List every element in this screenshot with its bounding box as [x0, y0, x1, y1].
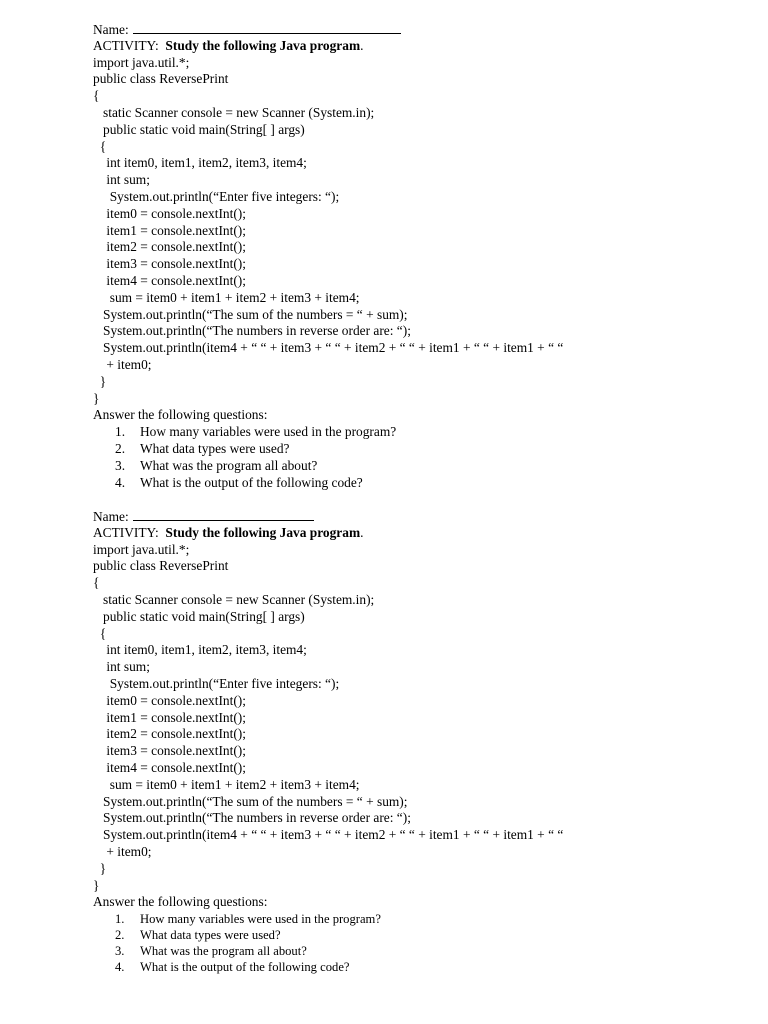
code-line: System.out.println(item4 + “ “ + item3 + “ “ + item2 + “ “ + item1 + “ “ + item1 + “ “	[93, 827, 564, 843]
name-row	[93, 508, 693, 525]
activity-title: Study the following Java program	[165, 524, 361, 540]
activity-section-1	[93, 21, 693, 491]
question-text: What was the program all about?	[140, 944, 307, 959]
name-label: Name:	[93, 509, 129, 524]
activity-label: ACTIVITY:	[93, 524, 159, 540]
activity-period: .	[360, 37, 364, 53]
code-line: System.out.println(“The numbers in reverse order are: “);	[93, 323, 411, 339]
question-number: 3.	[115, 944, 125, 959]
code-line: public class ReversePrint	[93, 71, 229, 87]
code-line: }	[93, 860, 107, 876]
question-item	[93, 943, 693, 959]
code-line: System.out.println(item4 + “ “ + item3 + “ “ + item2 + “ “ + item1 + “ “ + item1 + “ “	[93, 340, 564, 356]
question-text: How many variables were used in the program?	[140, 424, 397, 440]
code-line: item0 = console.nextInt();	[93, 205, 246, 221]
question-number: 1.	[115, 424, 126, 440]
question-item	[93, 424, 693, 441]
code-line: public class ReversePrint	[93, 558, 229, 574]
code-line: item2 = console.nextInt();	[93, 239, 246, 255]
code-line: item3 = console.nextInt();	[93, 256, 246, 272]
code-line: {	[93, 88, 100, 104]
code-line: import java.util.*;	[93, 541, 190, 557]
question-text: What is the output of the following code?	[140, 960, 350, 975]
code-line: System.out.println(“The sum of the numbers = “ + sum);	[93, 306, 408, 322]
question-number: 3.	[115, 457, 126, 473]
code-line: public static void main(String[ ] args)	[93, 121, 305, 137]
code-line: System.out.println(“The numbers in reverse order are: “);	[93, 810, 411, 826]
code-line: item3 = console.nextInt();	[93, 743, 246, 759]
question-item	[93, 927, 693, 943]
question-item	[93, 441, 693, 458]
code-line: public static void main(String[ ] args)	[93, 608, 305, 624]
code-line: item0 = console.nextInt();	[93, 692, 246, 708]
question-list	[93, 424, 693, 491]
question-item	[93, 458, 693, 475]
question-number: 4.	[115, 960, 125, 975]
question-number: 4.	[115, 474, 126, 490]
code-line: int sum;	[93, 659, 150, 675]
code-line: System.out.println(“Enter five integers: “);	[93, 675, 340, 691]
answer-heading: Answer the following questions:	[93, 894, 268, 910]
question-number: 2.	[115, 440, 126, 456]
question-text: What data types were used?	[140, 928, 281, 943]
activity-label: ACTIVITY:	[93, 37, 159, 53]
code-line: int item0, item1, item2, item3, item4;	[93, 642, 307, 658]
code-line: {	[93, 625, 107, 641]
question-number: 1.	[115, 912, 125, 927]
activity-row	[93, 525, 693, 542]
code-line: import java.util.*;	[93, 54, 190, 70]
code-line: {	[93, 138, 107, 154]
answer-heading: Answer the following questions:	[93, 407, 268, 423]
question-text: What is the output of the following code?	[140, 474, 363, 490]
activity-row	[93, 38, 693, 55]
question-list	[93, 911, 693, 975]
code-block	[93, 542, 693, 895]
code-line: + item0;	[93, 843, 152, 859]
question-text: What was the program all about?	[140, 457, 318, 473]
code-line: item1 = console.nextInt();	[93, 222, 246, 238]
question-text: What data types were used?	[140, 440, 290, 456]
name-row	[93, 21, 693, 38]
activity-section-2	[93, 508, 693, 975]
code-line: static Scanner console = new Scanner (System.in);	[93, 591, 375, 607]
question-item	[93, 475, 693, 492]
name-blank-line	[133, 508, 314, 521]
activity-title: Study the following Java program	[165, 37, 361, 53]
question-text: How many variables were used in the program?	[140, 912, 381, 927]
code-line: System.out.println(“The sum of the numbers = “ + sum);	[93, 793, 408, 809]
code-line: item4 = console.nextInt();	[93, 272, 246, 288]
code-line: sum = item0 + item1 + item2 + item3 + item4;	[93, 776, 360, 792]
code-line: item1 = console.nextInt();	[93, 709, 246, 725]
code-line: }	[93, 390, 100, 406]
code-line: item2 = console.nextInt();	[93, 726, 246, 742]
code-line: }	[93, 877, 100, 893]
name-blank-line	[133, 21, 401, 34]
code-line: System.out.println(“Enter five integers: “);	[93, 188, 340, 204]
question-number: 2.	[115, 928, 125, 943]
code-line: sum = item0 + item1 + item2 + item3 + item4;	[93, 289, 360, 305]
code-block	[93, 55, 693, 408]
code-line: }	[93, 373, 107, 389]
code-line: static Scanner console = new Scanner (System.in);	[93, 104, 375, 120]
code-line: int sum;	[93, 172, 150, 188]
question-item	[93, 959, 693, 975]
name-label: Name:	[93, 22, 129, 37]
question-item	[93, 911, 693, 927]
code-line: {	[93, 575, 100, 591]
code-line: + item0;	[93, 356, 152, 372]
code-line: int item0, item1, item2, item3, item4;	[93, 155, 307, 171]
code-line: item4 = console.nextInt();	[93, 759, 246, 775]
activity-period: .	[360, 524, 364, 540]
